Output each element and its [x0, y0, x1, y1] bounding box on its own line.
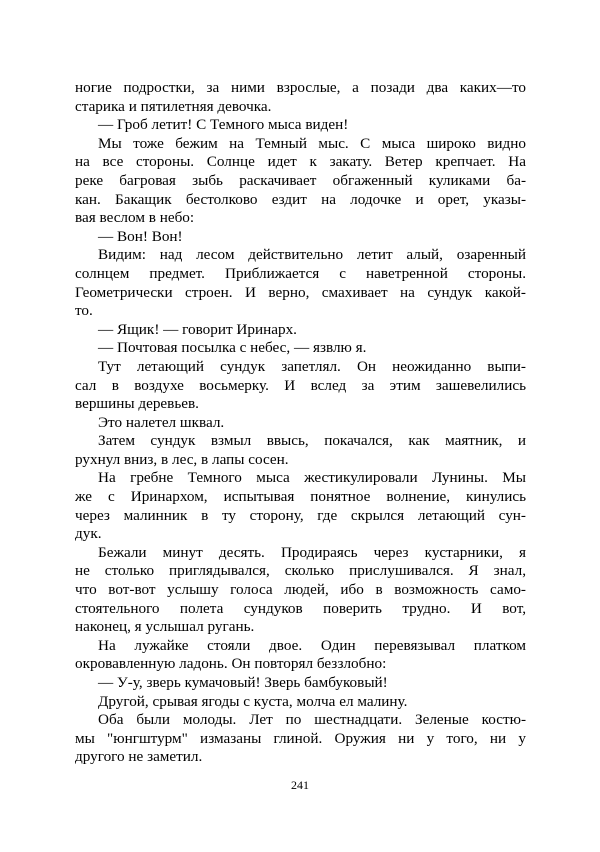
text-line: На лужайке стояли двое. Один перевязывал платком [98, 636, 526, 654]
text-line: то. [75, 302, 93, 320]
text-line: же с Иринархом, испытывая понятное волнение, кинулись [75, 488, 526, 506]
text-line: окровавленную ладонь. Он повторял беззлобно: [75, 655, 387, 673]
text-line: Тут летающий сундук запетлял. Он неожиданно выпи- [98, 357, 526, 375]
text-line: — У-у, зверь кумачовый! Зверь бамбуковый! [98, 674, 388, 691]
text-line: Мы тоже бежим на Темный мыс. С мыса широко видно [98, 134, 526, 152]
text-line: Другой, срывая ягоды с куста, молча ел малину. [98, 692, 408, 710]
text-line: ногие подростки, за ними взрослые, а позади два каких—то [75, 79, 526, 96]
text-line: Бежали минут десять. Продираясь через кустарники, я [98, 543, 526, 561]
text-line: Видим: над лесом действительно летит алый, озаренный [98, 246, 526, 264]
text-line: — Вон! Вон! [98, 227, 183, 245]
text-line: сал в воздухе восьмерку. И вслед за этим зашевелились [75, 376, 526, 394]
text-line: Это налетел шквал. [98, 413, 225, 431]
text-line: рухнул вниз, в лес, в лапы сосен. [75, 450, 289, 468]
text-line: солнцем предмет. Приближается с наветренной стороны. [75, 264, 526, 282]
text-line: кан. Бакащик бестолково ездит на лодочке и орет, указы- [75, 190, 526, 208]
text-line: мы "юнгштурм" измазаны глиной. Оружия ни у того, ни у [75, 729, 526, 747]
text-line: — Гроб летит! С Темного мыса виден! [98, 116, 349, 134]
text-line: Геометрически строен. И верно, смахивает на сундук какой- [75, 283, 526, 301]
text-line: дук. [75, 525, 102, 543]
text-line: что вот-вот услышу голоса людей, ибо в возможность само- [75, 581, 526, 599]
text-line: Затем сундук взмыл ввысь, покачался, как маятник, и [98, 432, 526, 450]
text-line: реке багровая зыбь раскачивает обгаженный куликами ба- [75, 171, 526, 189]
text-line: Оба были молоды. Лет по шестнадцати. Зеленые костю- [98, 711, 526, 729]
text-line: стоятельного полета сундуков поверить трудно. И вот, [75, 599, 526, 617]
text-line: — Почтовая посылка с небес, — язвлю я. [98, 339, 367, 357]
text-line: вая веслом в небо: [75, 209, 195, 227]
body-text [75, 79, 526, 767]
text-line: старика и пятилетняя девочка. [75, 97, 272, 115]
text-line: другого не заметил. [75, 748, 203, 766]
text-line: вершины деревьев. [75, 395, 199, 413]
page-number: 241 [291, 778, 309, 792]
text-line: не столько приглядывался, сколько прислушивался. Я знал, [75, 562, 526, 580]
text-line: На гребне Темного мыса жестикулировали Лунины. Мы [98, 469, 526, 487]
text-line: на все стороны. Солнце идет к закату. Ветер крепчает. На [75, 153, 526, 171]
text-line: — Ящик! — говорит Иринарх. [98, 320, 297, 338]
text-line: через малинник в ту сторону, где скрылся летающий сун- [75, 506, 526, 524]
text-line: наконец, я услышал ругань. [75, 618, 255, 636]
